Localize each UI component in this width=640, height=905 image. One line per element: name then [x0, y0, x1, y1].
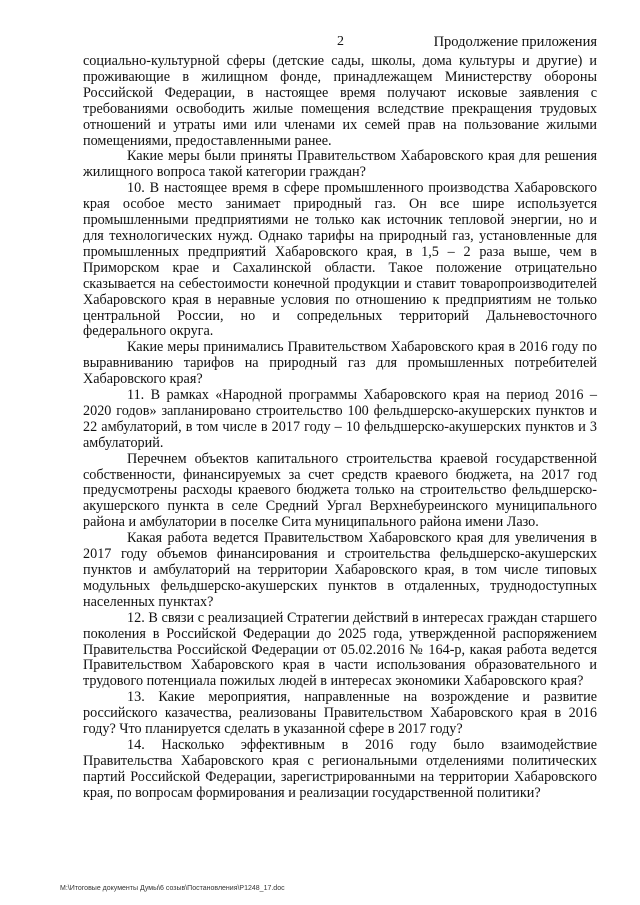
paragraph-question-11: Какая работа ведется Правительством Хабаровского края для увеличения в 2017 году объемов финансирования и строительства фельдшерско-акушерских пунктов и амбулаторий на территории Хабаровского края, в том числе типовых модульных фельдшерско-акушерских пунктов в отдаленных, труднодоступных населенных пунктах?: [83, 530, 597, 610]
footer-file-path: M:\Итоговые документы Думы\6 созыв\Постановления\P1248_17.doc: [60, 885, 285, 892]
paragraph-question-10: Какие меры принимались Правительством Хабаровского края в 2016 году по выравниванию тарифов на природный газ для промышленных потребителей Хабаровского края?: [83, 339, 597, 388]
paragraph-continuation: социально-культурной сферы (детские сады, школы, дома культуры и другие) и проживающие в жилищном фонде, принадлежащем Министерству обороны Российской Федерации, в настоящее время получают исковые заявления с требованиями освободить жилые помещения вследствие прекращения трудовых отношений и утраты ими или членами их семей прав на пользование жилыми помещениями, предоставленными ранее.: [83, 53, 597, 149]
paragraph-item-13: 13. Какие мероприятия, направленные на возрождение и развитие российского казачества, реализованы Правительством Хабаровского края в 2016 году? Что планируется сделать в указанной сфере в 2017 году?: [83, 689, 597, 738]
paragraph-item-12: 12. В связи с реализацией Стратегии действий в интересах граждан старшего поколения в Российской Федерации до 2025 года, утвержденной распоряжением Правительства Российской Федерации от 05.02.2016 № 164-р, какая работа ведется Правительством Хабаровского края в части использования образовательного и трудового потенциала пожилых людей в интересах экономики Хабаровского края?: [83, 609, 597, 690]
document-body: [83, 54, 597, 802]
paragraph-item-11-detail: Перечнем объектов капитального строительства краевой государственной собственности, финансируемых за счет средств краевого бюджета, на 2017 год предусмотрены расходы краевого бюджета только на строительство фельдшерско-акушерского пункта в селе Средний Ургал Верхнебуреинского муниципального района и амбулатории в поселке Сита муниципального района имени Лазо.: [83, 450, 597, 531]
paragraph-item-14: 14. Насколько эффективным в 2016 году было взаимодействие Правительства Хабаровского края с региональными отделениями политических партий Российской Федерации, зарегистрированными на территории Хабаровского края, по вопросам формирования и реализации государственной политики?: [83, 736, 597, 801]
paragraph-question-9: Какие меры были приняты Правительством Хабаровского края для решения жилищного вопроса такой категории граждан?: [83, 148, 597, 181]
running-head: Продолжение приложения: [433, 34, 597, 50]
page-number: 2: [337, 34, 344, 49]
paragraph-item-11: 11. В рамках «Народной программы Хабаровского края на период 2016 – 2020 годов» запланировано строительство 100 фельдшерско-акушерских пунктов и 22 амбулаторий, в том числе в 2017 году – 10 фельдшерско-акушерских пунктов и 3 амбулаторий.: [83, 387, 597, 451]
paragraph-item-10: 10. В настоящее время в сфере промышленного производства Хабаровского края особое место занимает природный газ. Он все шире используется промышленными предприятиями не только как источник тепловой энергии, но и для технологических нужд. Однако тарифы на природный газ, установленные для промышленных предприятий Хабаровского края, в 1,5 – 2 раза выше, чем в Приморском крае и Сахалинской области. Такое положение отрицательно сказывается на себестоимости конечной продукции и ставит товаропроизводителей Хабаровского края в неравные условия по отношению к предприятиям не только центральной России, но и сопредельных территорий Дальневосточного федерального округа.: [83, 180, 597, 340]
